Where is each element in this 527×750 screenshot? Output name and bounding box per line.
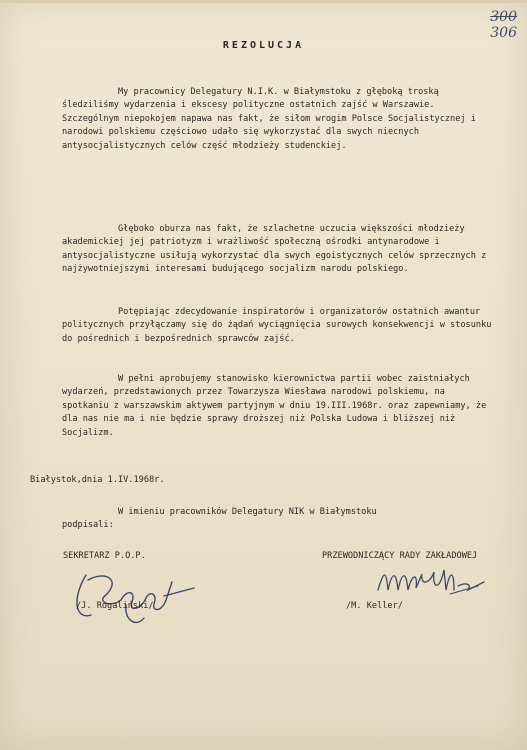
signature-intro-line1: W imieniu pracowników Delegatury NIK w Białymstoku <box>118 507 377 517</box>
left-signatory-title: SEKRETARZ P.O.P. <box>63 551 146 561</box>
left-signatory-name: /J. Rogaliński/ <box>76 601 154 611</box>
folio-number <box>490 10 517 40</box>
paragraph-2: Głęboko oburza nas fakt, że szlachetne uczucia większości młodzieży akademickiej jej patriotyzm i wrażliwość społeczną ośrodki antynarodowe i antysocjalistyczne usiłują wykorzystać dla swych egoistycznych celów sprzecznych z najżywotniejszymi interesami budującego socjalizm narodu polskiego. <box>62 224 487 275</box>
folio-old: 300 <box>490 9 517 25</box>
paragraph-1: My pracownicy Delegatury N.I.K. w Białymstoku z głęboką troską śledziliśmy wydarzenia i ekscesy polityczne ostatnich zajść w Warszawie. Szczególnym niepokojem napawa nas fakt, że siłom wrogim Polsce Socjalistycznej i narodowi polskiemu częściowo udało się wykorzystać dla swych niecnych antysocjalistycznych celów część młodzieży studenckiej. <box>62 87 476 151</box>
left-handwritten-signature <box>66 560 206 630</box>
signature-intro <box>62 506 492 533</box>
right-signatory-name: /M. Keller/ <box>346 601 403 611</box>
document-title: REZOLUCJA <box>222 40 305 51</box>
signature-intro-line2: podpisali: <box>62 520 114 531</box>
right-signatory-title: PRZEWODNICZĄCY RADY ZAKŁADOWEJ <box>322 551 478 561</box>
paragraph-3: Potępiając zdecydowanie inspiratorów i organizatorów ostatnich awantur politycznych przyłączamy się do żądań wyciągnięcia surowych konsekwencji w stosunku do pośrednich i bezpośrednich sprawców zajść. <box>62 307 492 344</box>
paragraph-4: W pełni aprobujemy stanowisko kierownictwa partii wobec zaistniałych wydarzeń, przedstawionych przez Towarzysza Wiesława narodowi polskiemu, na spotkaniu z warszawskim aktywem partyjnym w dniu 19.III.1968r. oraz zapewniamy, że dla nas nie ma i nie będzie sprawy droższej niż Polska Ludowa i bliższej niż Socjalizm. <box>62 374 487 438</box>
document-date: Białystok,dnia 1.IV.1968r. <box>30 475 165 485</box>
folio-new: 306 <box>490 25 517 41</box>
